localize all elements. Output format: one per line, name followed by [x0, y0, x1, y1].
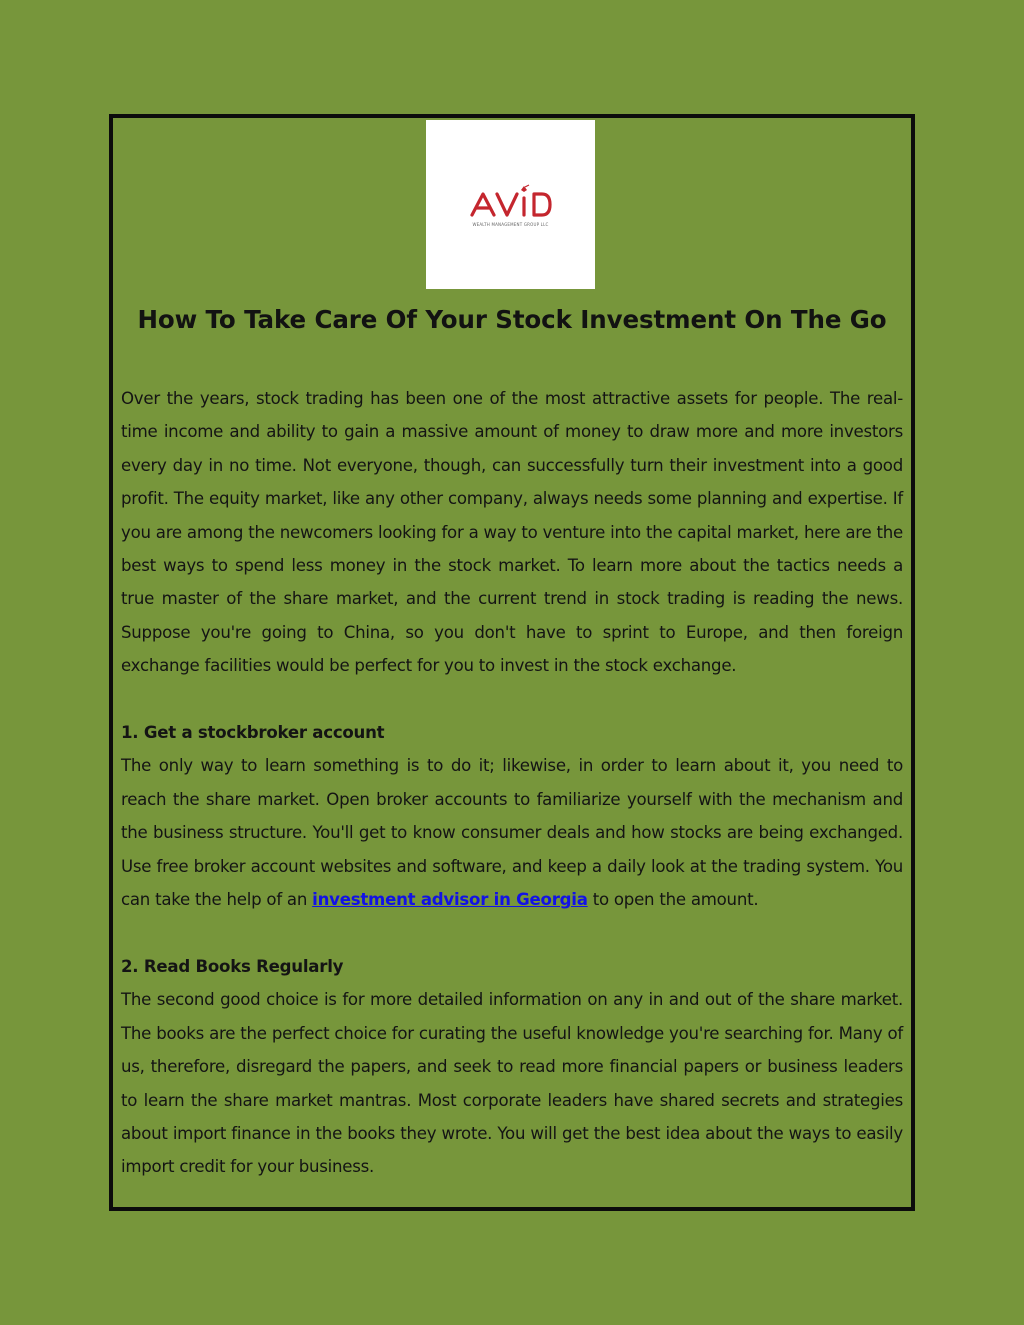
page-title: How To Take Care Of Your Stock Investment On The Go [137, 305, 887, 334]
section-1-heading: 1. Get a stockbroker account [121, 723, 385, 743]
spacer [121, 916, 903, 949]
intro-paragraph: Over the years, stock trading has been one of the most attractive assets for people. The real-time income and ability to gain a massive amount of money to draw more and more investors every day in no time. Not everyone, though, can successfully turn their investment into a good profit. The equity market, like any other company, always needs some planning and expertise. If you are among the newcomers looking for a way to venture into the capital market, here are the best ways to spend less money in the stock market. To learn more about the tactics needs a true master of the share market, and the current trend in stock trading is reading the news. Suppose you're going to China, so you don't have to sprint to Europe, and then foreign exchange facilities would be perfect for you to invest in the stock exchange. [121, 389, 903, 676]
logo-subtitle: WEALTH MANAGEMENT GROUP LLC [472, 222, 549, 227]
document-frame [109, 114, 915, 1211]
company-logo [426, 120, 595, 289]
avid-logo-mark-icon [426, 120, 595, 289]
section-1-text-before-link: The only way to learn something is to do it; likewise, in order to learn about it, you need to reach the share market. Open broker accounts to familiarize yourself with the mechanism and the business structure. You'll get to know consumer deals and how stocks are being exchanged. Use free broker account websites and software, and keep a daily look at the trading system. You can take the help of an [121, 756, 903, 910]
spacer [121, 683, 903, 716]
section-2-paragraph: The second good choice is for more detailed information on any in and out of the share market. The books are the perfect choice for curating the useful knowledge you're searching for. Many of us, therefore, disregard the papers, and seek to read more financial papers or business leaders to learn the share market mantras. Most corporate leaders have shared secrets and strategies about import finance in the books they wrote. You will get the best idea about the ways to easily import credit for your business. [121, 990, 903, 1177]
article-body [121, 382, 903, 1184]
investment-advisor-link[interactable]: investment advisor in Georgia [312, 890, 588, 910]
section-1-paragraph [121, 749, 903, 916]
section-2-heading: 2. Read Books Regularly [121, 956, 344, 976]
section-1-text-after-link: to open the amount. [587, 890, 759, 910]
